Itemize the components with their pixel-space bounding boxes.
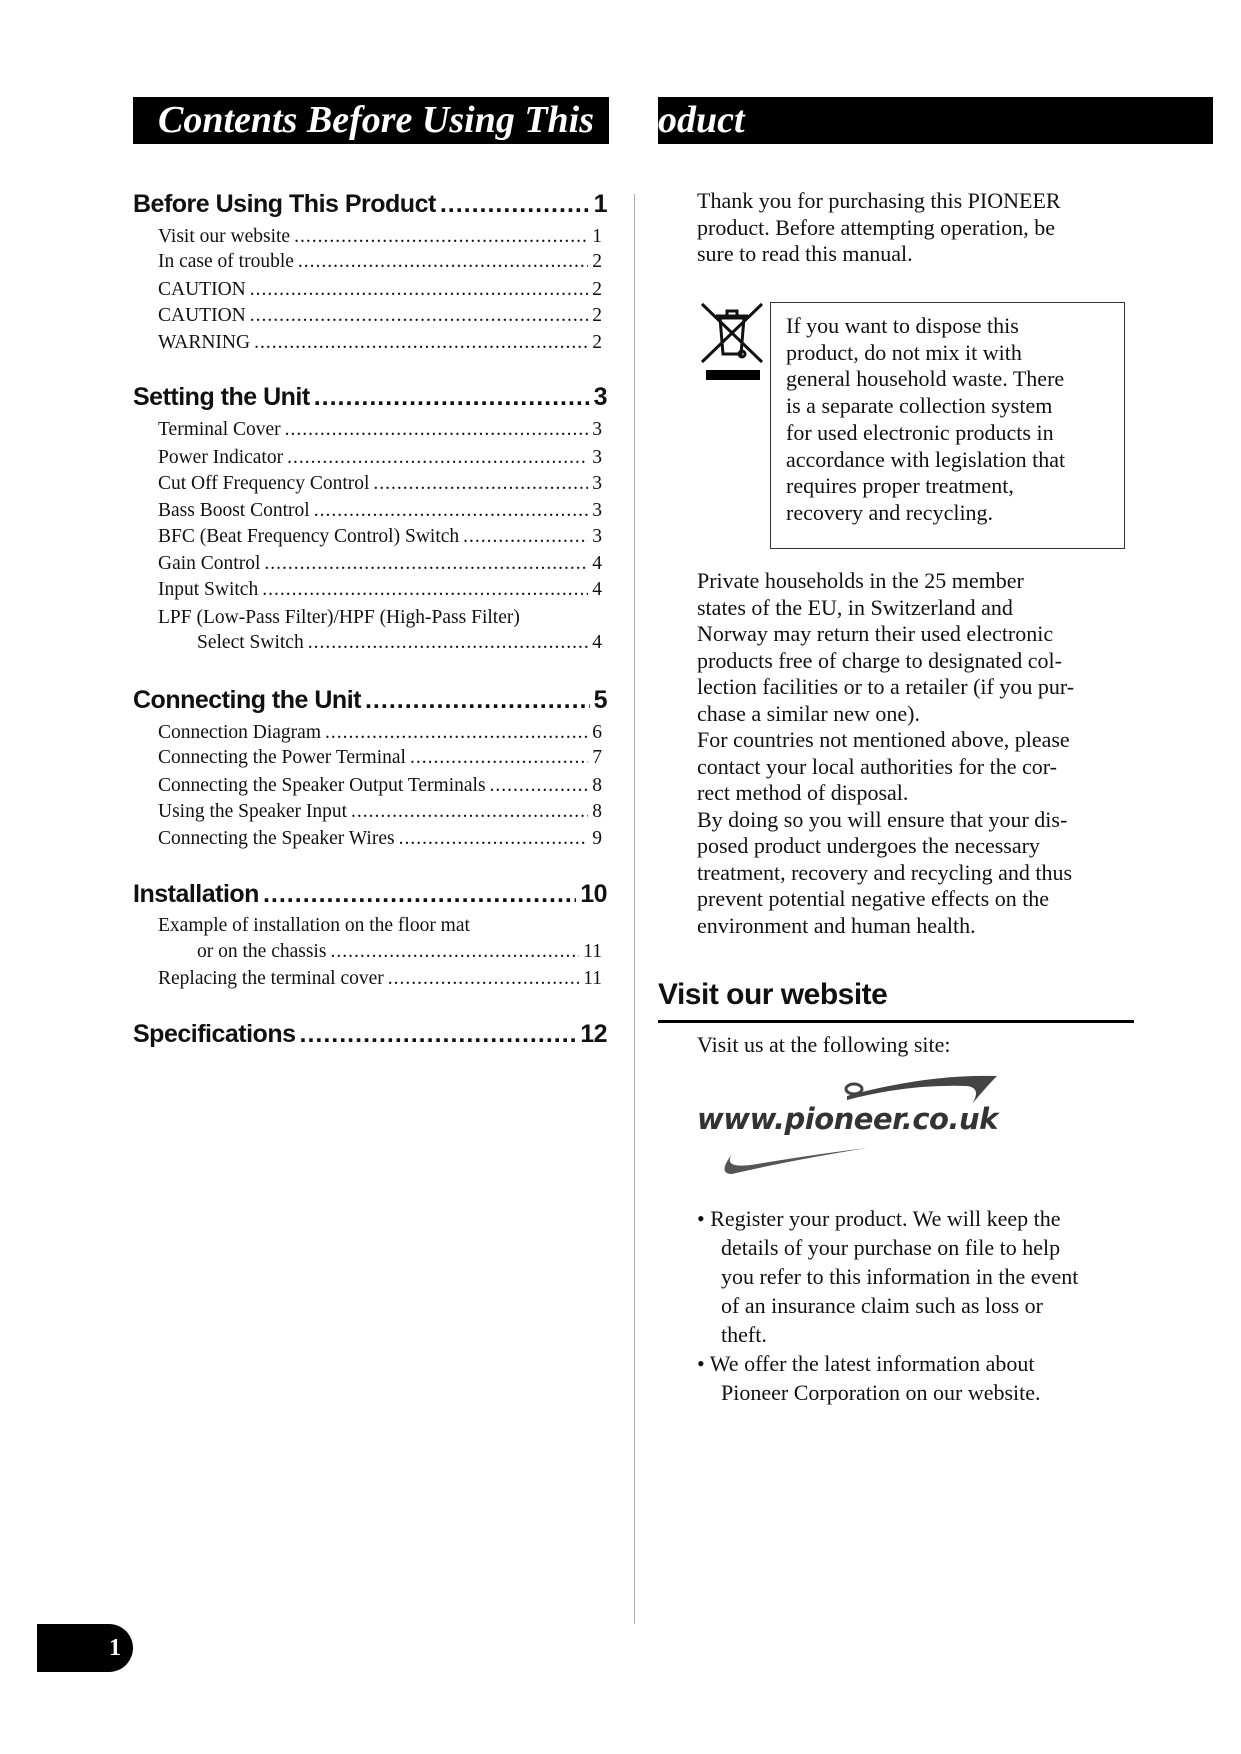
heading-rule xyxy=(658,1020,1134,1023)
toc-entry[interactable] xyxy=(158,278,602,302)
toc-page-number: 1 xyxy=(592,226,602,247)
toc-entry[interactable] xyxy=(158,827,602,851)
text-line: If you want to dispose this xyxy=(786,313,1019,338)
text-line: treatment, recovery and recycling and thus xyxy=(697,859,1073,885)
toc-section-heading[interactable] xyxy=(133,685,607,715)
toc-label: or on the chassis xyxy=(197,941,327,962)
toc-entry[interactable] xyxy=(158,250,602,274)
toc-label: Setting the Unit xyxy=(133,383,310,411)
toc-label: Visit our website xyxy=(158,226,291,247)
dot-leader xyxy=(294,225,588,249)
dot-leader xyxy=(330,940,579,964)
disposal-notice-box xyxy=(770,302,1125,549)
toc-page-number: 3 xyxy=(593,383,607,411)
text-line: For countries not mentioned above, please xyxy=(697,727,1070,752)
dot-leader xyxy=(388,967,579,991)
dot-leader xyxy=(285,418,589,442)
toc-page-number: 11 xyxy=(583,941,602,962)
toc-page-number: 9 xyxy=(592,828,602,849)
text-line: chase a similar new one). xyxy=(697,700,920,726)
text-line: details of your purchase on file to help xyxy=(721,1235,1061,1260)
toc-label: In case of trouble xyxy=(158,251,294,272)
toc-section-heading[interactable] xyxy=(133,1019,607,1049)
text-line: Norway may return their used electronic xyxy=(697,621,1054,646)
dot-leader xyxy=(287,446,588,470)
toc-page-number: 2 xyxy=(592,279,602,300)
toc-page-number: 6 xyxy=(592,722,602,743)
toc-entry[interactable] xyxy=(158,721,602,745)
page-title-continued: oduct xyxy=(658,99,745,141)
dot-leader xyxy=(300,1019,577,1049)
header-bar-right xyxy=(658,97,1213,144)
toc-page-number: 1 xyxy=(593,190,607,218)
toc-entry[interactable] xyxy=(158,578,602,602)
text-line: theft. xyxy=(721,1322,767,1347)
dot-leader xyxy=(314,499,589,523)
toc-entry[interactable] xyxy=(158,446,602,470)
toc-label: Specifications xyxy=(133,1020,296,1048)
toc-entry[interactable] xyxy=(158,499,602,523)
bullet-item xyxy=(697,1204,1078,1349)
toc-page-number: 4 xyxy=(592,632,602,653)
dot-leader xyxy=(490,774,589,798)
toc-label: WARNING xyxy=(158,332,251,353)
column-divider xyxy=(634,194,635,1624)
toc-label: Example of installation on the floor mat xyxy=(158,915,470,936)
text-line: environment and human health. xyxy=(697,912,976,938)
toc-entry[interactable] xyxy=(197,940,602,964)
logo-url-text: www.pioneer.co.uk xyxy=(697,1102,998,1136)
dot-leader xyxy=(373,472,588,496)
toc-page-number: 3 xyxy=(592,419,602,440)
toc-label: Using the Speaker Input xyxy=(158,801,348,822)
bullet-item xyxy=(697,1349,1078,1407)
toc-label: Power Indicator xyxy=(158,447,284,468)
toc-page-number: 8 xyxy=(592,775,602,796)
page-number-badge: 1 xyxy=(37,1624,133,1672)
toc-page-number: 2 xyxy=(592,332,602,353)
text-line: recovery and recycling. xyxy=(786,499,994,525)
toc-entry[interactable] xyxy=(158,552,602,576)
section-heading-website: Visit our website xyxy=(658,978,888,1011)
text-line: contact your local authorities for the cor- xyxy=(697,753,1057,779)
text-line: accordance with legislation that xyxy=(786,446,1066,472)
text-line: Private households in the 25 member xyxy=(697,568,1024,593)
text-line: rect method of disposal. xyxy=(697,780,909,805)
toc-label: Terminal Cover xyxy=(158,419,281,440)
toc-label: Installation xyxy=(133,880,259,908)
toc-label: Connection Diagram xyxy=(158,722,321,743)
text-line: Pioneer Corporation on our website. xyxy=(721,1380,1041,1405)
text-line: • We offer the latest information about xyxy=(697,1351,1035,1376)
page-title: Contents Before Using This xyxy=(158,99,595,141)
toc-label: Gain Control xyxy=(158,553,261,574)
toc-section-heading[interactable] xyxy=(133,382,607,412)
text-line: prevent potential negative effects on the xyxy=(697,886,1050,911)
toc-label: Connecting the Speaker Wires xyxy=(158,828,395,849)
toc-label: Select Switch xyxy=(197,632,304,653)
website-bullets xyxy=(697,1204,1078,1407)
dot-leader xyxy=(463,525,588,549)
toc-entry[interactable] xyxy=(158,472,602,496)
toc-entry[interactable] xyxy=(158,606,602,630)
dot-leader xyxy=(325,721,588,745)
dot-leader xyxy=(250,304,589,328)
toc-label: Bass Boost Control xyxy=(158,500,310,521)
toc-label: Connecting the Unit xyxy=(133,686,361,714)
toc-page-number: 5 xyxy=(593,686,607,714)
text-line: lection facilities or to a retailer (if you pur- xyxy=(697,674,1075,699)
toc-page-number: 11 xyxy=(583,968,602,989)
text-line: for used electronic products in xyxy=(786,419,1054,445)
toc-entry[interactable] xyxy=(158,774,602,798)
text-line: Thank you for purchasing this PIONEER xyxy=(697,188,1061,213)
toc-page-number: 8 xyxy=(592,801,602,822)
toc-entry[interactable] xyxy=(158,225,602,249)
text-line: you refer to this information in the event xyxy=(721,1264,1079,1289)
dot-leader xyxy=(399,827,589,851)
toc-entry[interactable] xyxy=(158,418,602,442)
dot-leader xyxy=(250,278,589,302)
toc-label: CAUTION xyxy=(158,305,246,326)
dot-leader xyxy=(308,631,589,655)
pioneer-website-logo[interactable] xyxy=(697,1066,1037,1181)
text-line: of an insurance claim such as loss or xyxy=(721,1293,1043,1318)
toc-entry[interactable] xyxy=(158,967,602,991)
toc-entry[interactable] xyxy=(158,746,602,770)
text-line: • Register your product. We will keep the xyxy=(697,1206,1061,1231)
toc-entry[interactable] xyxy=(158,304,602,328)
text-line: product, do not mix it with xyxy=(786,339,1022,365)
dot-leader xyxy=(365,685,590,715)
text-line: products free of charge to designated col- xyxy=(697,647,1062,673)
toc-label: Connecting the Speaker Output Terminals xyxy=(158,775,486,796)
text-line: product. Before attempting operation, be xyxy=(697,214,1055,240)
text-line: By doing so you will ensure that your dis- xyxy=(697,806,1068,832)
toc-label: Connecting the Power Terminal xyxy=(158,747,406,768)
toc-entry[interactable] xyxy=(158,331,602,355)
weee-crossed-bin-icon xyxy=(700,302,766,382)
text-line: general household waste. There xyxy=(786,366,1065,392)
toc-entry[interactable] xyxy=(158,800,602,824)
text-line: posed product undergoes the necessary xyxy=(697,833,1040,858)
dot-leader xyxy=(314,382,590,412)
dot-leader xyxy=(298,250,588,274)
header-bar-left xyxy=(133,97,609,144)
text-line: is a separate collection system xyxy=(786,393,1053,419)
text-line: states of the EU, in Switzerland and xyxy=(697,594,1013,620)
toc-entry[interactable] xyxy=(158,525,602,549)
toc-label: Cut Off Frequency Control xyxy=(158,473,370,494)
toc-entry[interactable] xyxy=(158,914,602,938)
toc-page-number: 3 xyxy=(592,500,602,521)
toc-label: Input Switch xyxy=(158,579,259,600)
text-line: requires proper treatment, xyxy=(786,473,1014,499)
dot-leader xyxy=(264,552,588,576)
toc-label: CAUTION xyxy=(158,279,246,300)
toc-page-number: 2 xyxy=(592,251,602,272)
toc-label: Replacing the terminal cover xyxy=(158,968,384,989)
text-line: sure to read this manual. xyxy=(697,241,913,266)
dot-leader xyxy=(263,879,576,909)
dot-leader xyxy=(440,189,590,219)
dot-leader xyxy=(410,746,588,770)
dot-leader xyxy=(262,578,588,602)
toc-label: BFC (Beat Frequency Control) Switch xyxy=(158,526,460,547)
toc-page-number: 4 xyxy=(592,553,602,574)
toc-page-number: 2 xyxy=(592,305,602,326)
toc-label: Before Using This Product xyxy=(133,190,436,218)
recycling-paragraph xyxy=(697,568,1074,939)
toc-page-number: 7 xyxy=(592,747,602,768)
toc-entry[interactable] xyxy=(197,631,602,655)
website-intro: Visit us at the following site: xyxy=(697,1032,951,1057)
toc-page-number: 3 xyxy=(592,473,602,494)
toc-section-heading[interactable] xyxy=(133,189,607,219)
toc-page-number: 3 xyxy=(592,447,602,468)
toc-page-number: 3 xyxy=(592,526,602,547)
intro-paragraph xyxy=(697,188,1061,268)
toc-label: LPF (Low-Pass Filter)/HPF (High-Pass Filter) xyxy=(158,607,520,628)
dot-leader xyxy=(254,331,588,355)
toc-page-number: 4 xyxy=(592,579,602,600)
toc-page-number: 10 xyxy=(580,880,607,908)
dot-leader xyxy=(351,800,588,824)
toc-page-number: 12 xyxy=(580,1020,607,1048)
toc-section-heading[interactable] xyxy=(133,879,607,909)
